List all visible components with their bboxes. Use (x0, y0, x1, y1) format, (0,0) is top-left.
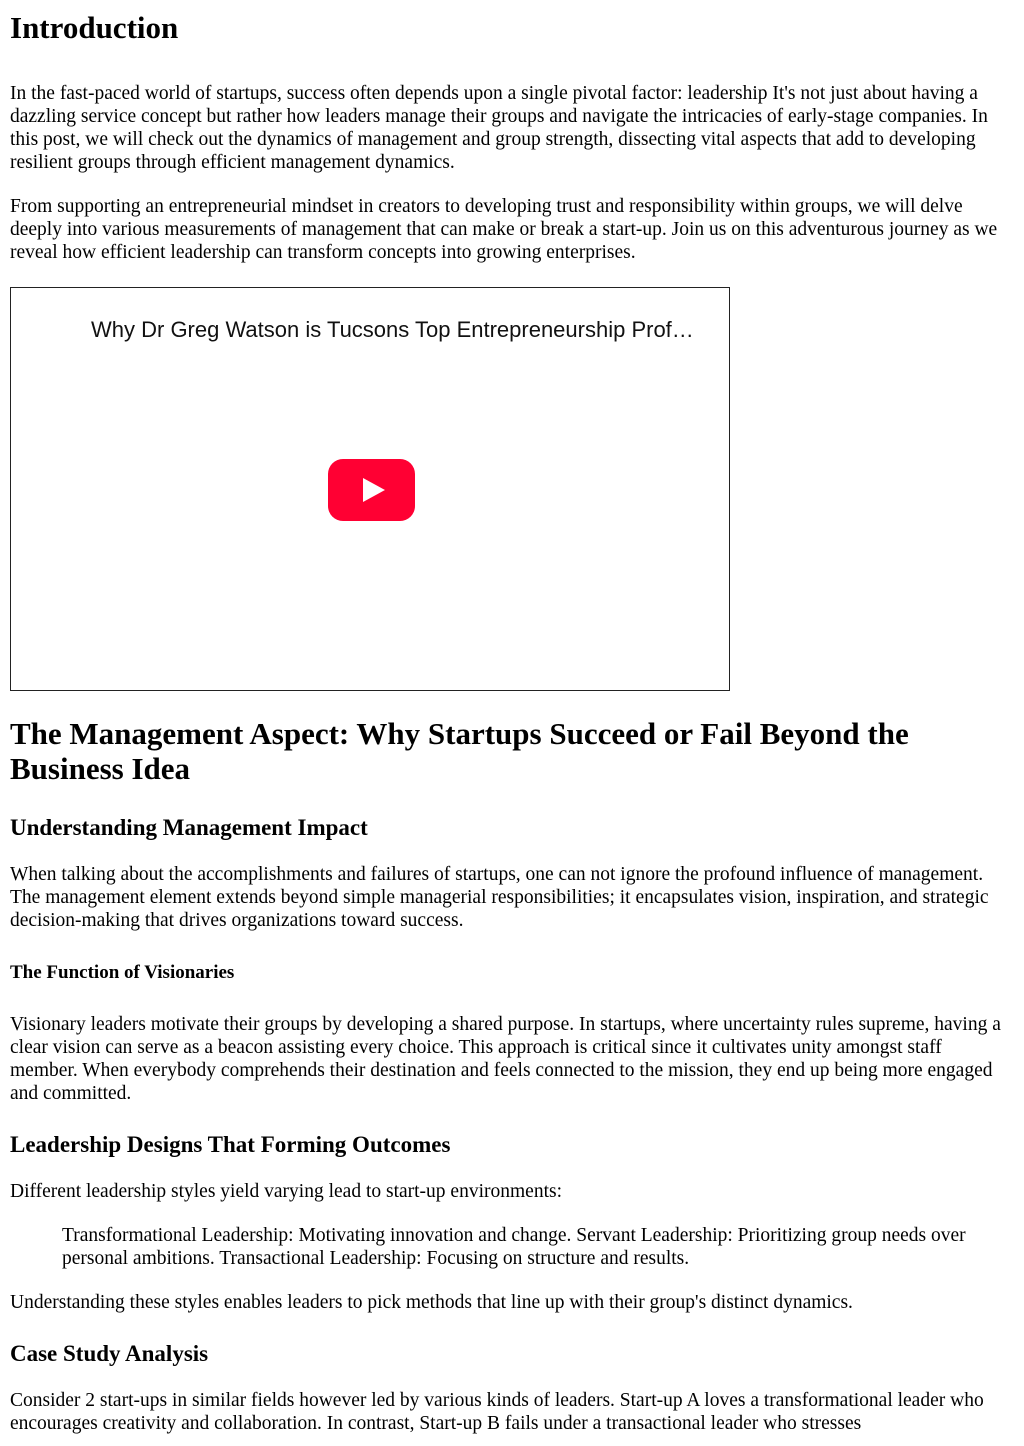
youtube-play-icon[interactable] (328, 459, 415, 521)
intro-paragraph-1: In the fast-paced world of startups, success often depends upon a single pivotal factor: leadership It's not just about having a dazzling service concept but rather how leaders manage their groups and navigate the intricacies of early-stage companies. In this post, we will check out the dynamics of management and group strength, dissecting vital aspects that add to developing resilient groups through efficient management dynamics. (10, 83, 988, 173)
designs-closing: Understanding these styles enables leaders to pick methods that line up with their group's distinct dynamics. (10, 1292, 853, 1313)
case-study-heading: Case Study Analysis (10, 1341, 209, 1366)
impact-heading: Understanding Management Impact (10, 815, 368, 840)
section-heading: The Management Aspect: Why Startups Succeed or Fail Beyond the Business Idea (10, 716, 909, 786)
leadership-styles-quote: Transformational Leadership: Motivating innovation and change. Servant Leadership: Prioritizing group needs over personal ambitions. Transactional Leadership: Focusing on structure and results. (62, 1225, 966, 1269)
video-title[interactable]: Why Dr Greg Watson is Tucsons Top Entrepreneurship Prof… (91, 317, 694, 342)
impact-paragraph: When talking about the accomplishments and failures of startups, one can not ignore the profound influence of management. The management element extends beyond simple managerial responsibilities; it encapsulates vision, inspiration, and strategic decision-making that drives organizations toward success. (10, 864, 989, 931)
visionaries-paragraph: Visionary leaders motivate their groups by developing a shared purpose. In startups, where uncertainty rules supreme, having a clear vision can serve as a beacon assisting every choice. This approach is critical since it cultivates unity amongst staff member. When everybody comprehends their destination and feels connected to the mission, they end up being more engaged and committed. (10, 1014, 1001, 1104)
designs-intro: Different leadership styles yield varying lead to start-up environments: (10, 1181, 562, 1202)
visionaries-heading: The Function of Visionaries (10, 962, 235, 983)
case-study-paragraph: Consider 2 start-ups in similar fields however led by various kinds of leaders. Start-up A loves a transformational leader who encourages creativity and collaboration. In contrast, Start-up B fails under a transactional leader who stresses (10, 1390, 984, 1434)
designs-heading: Leadership Designs That Forming Outcomes (10, 1132, 451, 1157)
intro-paragraph-2: From supporting an entrepreneurial mindset in creators to developing trust and responsibility within groups, we will delve deeply into various measurements of management that can make or break a start-up. Join us on this adventurous journey as we reveal how efficient leadership can transform concepts into growing enterprises. (10, 196, 998, 263)
video-embed[interactable] (10, 287, 730, 691)
intro-heading: Introduction (10, 10, 179, 45)
